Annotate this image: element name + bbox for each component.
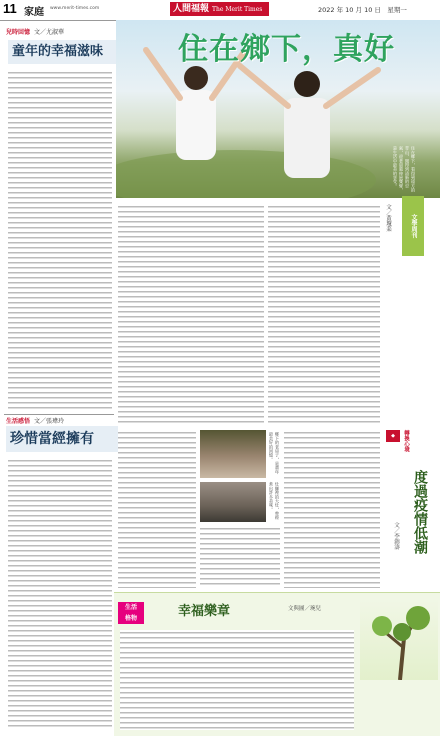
left-bottom-column-label bbox=[6, 416, 64, 425]
tree-photo bbox=[360, 598, 438, 680]
page-number: 11 bbox=[3, 1, 17, 16]
main-headline: 住在鄉下，真好 bbox=[178, 32, 395, 67]
life-badge bbox=[118, 602, 144, 624]
right-column-author: 文／李錦濤 bbox=[393, 522, 399, 550]
old-house-caption: 鄉下的老房子，是童年最美好的回憶。 bbox=[269, 432, 280, 474]
column-name: 兒時回憶 bbox=[6, 29, 31, 36]
old-house-photo bbox=[200, 430, 266, 478]
site-url[interactable]: www.merit-times.com bbox=[50, 6, 100, 11]
left-top-column-label bbox=[6, 27, 64, 36]
stove-caption: 灶腳裡的大灶，曾經煮出許多美味。 bbox=[269, 482, 280, 520]
badge-bottom: 格物 bbox=[124, 615, 137, 622]
issue-date: 2022 年 10 月 10 日 星期一 bbox=[318, 6, 407, 14]
logo-english: The Merit Times bbox=[212, 6, 263, 13]
column-name: 生活感悟 bbox=[6, 418, 31, 425]
literary-tag: 文學周刊 bbox=[402, 196, 424, 256]
left-top-title: 童年的幸福滋味 bbox=[8, 40, 116, 64]
main-article-body-left bbox=[118, 204, 264, 426]
main-author: 文／黃瓊棻 bbox=[385, 204, 391, 232]
right-column-title: 度過疫情低潮 bbox=[412, 470, 428, 554]
newspaper-logo bbox=[170, 2, 269, 16]
left-bottom-article-body bbox=[8, 458, 112, 730]
tag-badge-icon: ◆ bbox=[386, 430, 400, 442]
tree-illustration bbox=[360, 598, 438, 680]
right-column-tag: 轉換心境 bbox=[403, 430, 409, 452]
main-photo-caption: 住在鄉下，看得到遠方的青山，聞得到清新的空氣，迎著晨風伸展雙臂，是生活中最美的享受。 bbox=[393, 146, 416, 193]
column-author: 文／張瑋玲 bbox=[34, 418, 65, 425]
stove-photo bbox=[200, 482, 266, 522]
section-name: 家庭 bbox=[24, 7, 44, 18]
section-divider bbox=[4, 414, 114, 415]
bottom-title: 幸福樂章 bbox=[178, 604, 231, 619]
left-bottom-title: 珍惜當經擁有 bbox=[6, 426, 118, 452]
bottom-author: 文與圖／琬兒 bbox=[288, 606, 322, 612]
right-article-body bbox=[284, 430, 380, 588]
main-article-body-lower bbox=[118, 430, 196, 588]
column-author: 文／尤淑華 bbox=[34, 29, 65, 36]
bottom-article-body bbox=[120, 630, 354, 730]
left-top-article-body bbox=[8, 70, 112, 410]
logo-text: 人間福報 bbox=[173, 4, 210, 14]
middle-article-body bbox=[200, 526, 280, 588]
badge-top: 生活 bbox=[124, 604, 137, 611]
main-article-body-right bbox=[268, 204, 380, 426]
